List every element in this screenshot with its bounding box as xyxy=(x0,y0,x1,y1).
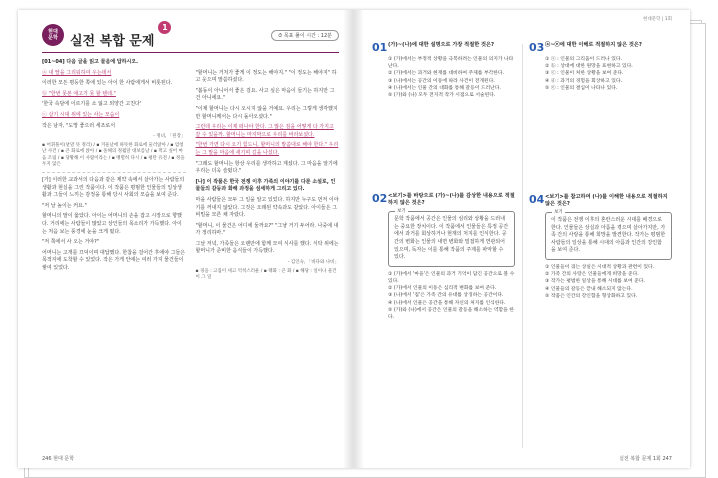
option[interactable]: ③ ⓒ : 인물이 처한 상황을 보여 준다. xyxy=(545,71,624,77)
option[interactable]: ② 가족 간의 사랑은 인물들에게 희망을 준다. xyxy=(545,272,639,278)
source-citation: - 김인숙, 「바다와 나비」 xyxy=(287,260,339,266)
passage-paragraph: [나] 이 작품은 한국 전쟁 이후 가족의 이야기를 다룬 소설로, 인물들의 갈등과 화해 과정을 섬세하게 그리고 있다. xyxy=(195,178,336,193)
dialogue-line: "저 날 높이는 커요." xyxy=(42,202,87,209)
question-number: 04 xyxy=(529,193,545,207)
option[interactable]: ⑤ ⓔ : 인물의 결심이 나타나 있다. xyxy=(545,85,618,91)
source-citation: - 정녀, 「된장」 xyxy=(153,134,186,140)
options-02 xyxy=(388,271,515,321)
passage-paragraph: "봄동이 아니어서 좋은 걸요. 사고 싶은 마음이 들기는 하지만 그건 아니에요." xyxy=(195,87,335,102)
reference-box xyxy=(388,211,515,267)
passage-paragraph: 어머니는 고개를 끄덕이며 대답했다. 한참을 걸어간 후에야 그들은 목적지에 도착할 수 있었다. 작은 가게 안에는 여러 가지 물건들이 쌓여 있었다. xyxy=(42,249,186,271)
header-rule xyxy=(42,52,339,53)
option[interactable]: ③ (나)에서는 공간의 이동에 따라 사건이 전개된다. xyxy=(388,78,495,84)
question-03 xyxy=(529,42,672,53)
left-column-1 xyxy=(42,70,186,285)
passage-paragraph: "그래도 할머니는 항상 우리를 생각하고 계셨다. 그 마음을 알기에 우리는 더욱 슬펐다." xyxy=(195,160,338,175)
option[interactable]: ④ (나)에서는 인물 간의 대화를 통해 갈등이 드러난다. xyxy=(388,85,501,91)
page-number-left: 246 현대 문학 xyxy=(42,456,75,462)
passage-paragraph: "한번 가면 다시 오기 힘드니, 할머니의 말씀대로 해야 한다." 우리는 그 말을 마음에 새기며 길을 나섰다. xyxy=(195,142,339,156)
question-number: 02 xyxy=(372,192,388,206)
question-text: (가)~(나)에 대한 설명으로 가장 적절한 것은? xyxy=(388,42,495,48)
option[interactable]: ① ⓐ : 인물의 그리움이 드러나 있다. xyxy=(545,57,622,62)
left-page xyxy=(18,10,354,468)
right-column-1 xyxy=(372,40,515,321)
vocab-notes: ▪ 어휘풀이(낱말 뜻 정리) / ▪ 겨울날에 따뜻한 화로에 둘러앉아 / ▪ 엄청난 사건 / ▪ 큰 화로에 앉아 / ▪ 올해의 정월달 대보름날 / ▪ 먹고 싶어 마음 조림 / ▪ 당황해 이 사람이라는 / ▪ 맹렬히 다시 / ▪ 평탄 유전 / ▪ 정을 두지 않은 xyxy=(42,143,185,167)
option[interactable]: ② ⓑ : 상대에 대한 원망을 표현하고 있다. xyxy=(545,64,633,70)
option[interactable]: ⑤ 작품은 인간의 강인함을 형상화하고 있다. xyxy=(545,293,638,299)
dialogue-line: "저 쪽에서 사 오는 거야?" xyxy=(42,239,100,246)
question-text: <보기>를 바탕으로 (가)~(나)를 감상한 내용으로 적절하지 않은 것은? xyxy=(388,193,515,207)
passage-paragraph: "할머니는 거처가 좋게 이 정도는 해야지." "이 정도는 해야지" 하고 웃으며 말씀하셨다. xyxy=(195,69,337,84)
passage-paragraph: "이제 할머니는 다시 오시지 않을 거예요. 우리는 그렇게 생각했지만 할머니께서는 다시 돌아오셨다." xyxy=(195,105,338,120)
option[interactable]: ③ 작가는 평범한 일상을 통해 시대를 보여 준다. xyxy=(545,279,645,285)
option[interactable]: ④ (나)에서 인물은 공간을 통해 자신의 처지를 인식한다. xyxy=(388,300,506,306)
passage-paragraph: [가] 이러한 교과서의 다음과 같은 제약 속에서 살아가는 사람들의 생활과 현실을 그린 작품이다. 이 작품은 평범한 인물들의 일상생활과 그들이 느끼는 감정을 통해 당시 사회의 모습을 보여 준다. xyxy=(42,176,185,199)
passage-line: ⓒ 살기 시대 위에 있는 사는 모습이 xyxy=(42,111,120,118)
left-column-2 xyxy=(196,70,340,285)
passage-line: 작은 남자, "도망 좋으러 세조로서 xyxy=(42,122,116,129)
option[interactable]: ① 인물들이 겪는 상실은 시대적 상황과 관련이 있다. xyxy=(545,264,655,270)
options-01 xyxy=(388,56,515,99)
option[interactable]: ③ (나)에서 '집'은 가족 간의 유대를 상징하는 공간이다. xyxy=(388,293,504,299)
passage-paragraph: 그날 저녁, 가족들은 오랜만에 함께 모여 식사를 했다. 식탁 위에는 할머니가 준비한 음식들이 가득했다. xyxy=(195,240,339,255)
right-column-2 xyxy=(529,40,672,321)
instruction: [01~04] 다음 글을 읽고 물음에 답하시오. xyxy=(42,59,139,65)
options-04 xyxy=(545,264,672,300)
page-header xyxy=(42,22,339,48)
question-04 xyxy=(529,194,672,208)
passage-line: '한국 속담에 이르기를 소 잃고 외양간 고친다' xyxy=(42,101,142,108)
option[interactable]: ② (가)에서 인물의 이동은 심리적 변화를 보여 준다. xyxy=(388,286,497,292)
running-head: 현대문학 | 1회 xyxy=(643,17,672,22)
passage-paragraph: 그런데 우리는 이제 떠나야 한다. 그 많은 짐을 어떻게 다 가지고 갈 수 있을까. 할머니는 마지막으로 우리를 바라보셨다. xyxy=(195,124,334,138)
option[interactable]: ① (가)에서 '마을'은 인물의 과거 기억이 담긴 공간으로 볼 수 있다. xyxy=(388,271,515,284)
option[interactable]: ② (가)에서는 과거와 현재를 대비하여 주제를 부각한다. xyxy=(388,71,505,77)
box-text: 이 작품은 전쟁 이후의 혼란스러운 시대를 배경으로 한다. 인물들은 상실과 아픔을 겪으며 살아가지만, 가족 간의 사랑을 통해 희망을 발견한다. 작가는 평범한 사람들의 일상을 통해 시대의 아픔과 인간의 강인함을 보여 준다. xyxy=(551,217,666,254)
question-text: ⓐ~ⓔ에 대한 이해로 적절하지 않은 것은? xyxy=(545,42,642,48)
passage-paragraph: 할머니의 말이 옳았다. 아이는 어머니의 손을 잡고 시장으로 향했다. 거리에는 사람들이 많았고 상인들의 목소리가 가득했다. 아이는 처음 보는 풍경에 눈을 크게 떴다. xyxy=(42,213,182,235)
question-01 xyxy=(372,42,515,53)
right-page xyxy=(354,10,690,468)
box-label: 보기 xyxy=(397,209,406,215)
passage-line: ⓐ 내 딸을 그리워하여 우는데서 xyxy=(42,69,112,76)
question-number: 03 xyxy=(529,41,545,54)
footnotes: ▪ 경을 : 고집이 세고 억척스러운 / ▪ 태화 : 큰 화 / ▪ 해당 : 일이나 물건이 그 일 xyxy=(195,269,337,281)
book-spread xyxy=(18,10,690,468)
option[interactable]: ① (가)에서는 부정적 상황을 극복하려는 인물의 의지가 나타난다. xyxy=(388,57,514,70)
question-02 xyxy=(372,193,515,207)
question-text: <보기>를 참고하여 (나)를 이해한 내용으로 적절하지 않은 것은? xyxy=(545,194,668,208)
option[interactable]: ⑤ (가)와 (나)에서 공간은 인물의 갈등을 해소하는 역할을 한다. xyxy=(388,307,514,320)
option[interactable]: ⑤ (가)와 (나) 모두 전지적 작가 시점으로 서술된다. xyxy=(388,93,496,99)
passage-paragraph: 마을 사람들은 모두 그 일을 알고 있었다. 하지만 누구도 먼저 이야기를 꺼내지 않았다. 그것은 오래된 약속과도 같았다. 아이들은 그 비밀을 모른 채 자랐다. xyxy=(195,196,339,219)
box-text: 문학 작품에서 공간은 인물의 심리와 상황을 드러내는 중요한 장치이다. 이 작품에서 인물들은 특정 공간에서 과거를 회상하거나 현재의 처지를 인식한다. 공간의 변화는 인물의 내면 변화와 밀접하게 연관되어 있으며, 독자는 이를 통해 작품의 주제를 파악할 수 있다. xyxy=(394,216,509,261)
reference-box xyxy=(545,212,672,260)
options-03 xyxy=(545,56,672,92)
page-title: 실전 복합 문제1회 xyxy=(70,21,171,49)
option[interactable]: ④ 인물들의 갈등은 끝내 해소되지 않는다. xyxy=(545,286,633,292)
page-number-right: 실전 복합 문제 1회 247 xyxy=(619,456,672,462)
option[interactable]: ④ ⓓ : 과거의 경험을 회상하고 있다. xyxy=(545,78,622,84)
set-number-badge: 1회 xyxy=(158,21,171,34)
box-label: 보기 xyxy=(554,210,563,216)
section-badge: 현대 문학 xyxy=(42,24,64,46)
passage-line: 이러한 모든 평등한 쪽에 있는 아이 한 사람에게서 비롯된다. xyxy=(42,80,173,87)
question-number: 01 xyxy=(372,41,388,54)
passage-paragraph: "할머니, 이 물건은 어디에 둘까요?" "그냥 거기 두어라. 나중에 내가 정리하마." xyxy=(195,222,339,237)
passage-line: ⓑ "한번 못본 애고기 못 할 텐데." xyxy=(42,90,116,97)
target-time-label: ⏱ 목표 풀이 시간 : 12분 xyxy=(271,30,339,41)
